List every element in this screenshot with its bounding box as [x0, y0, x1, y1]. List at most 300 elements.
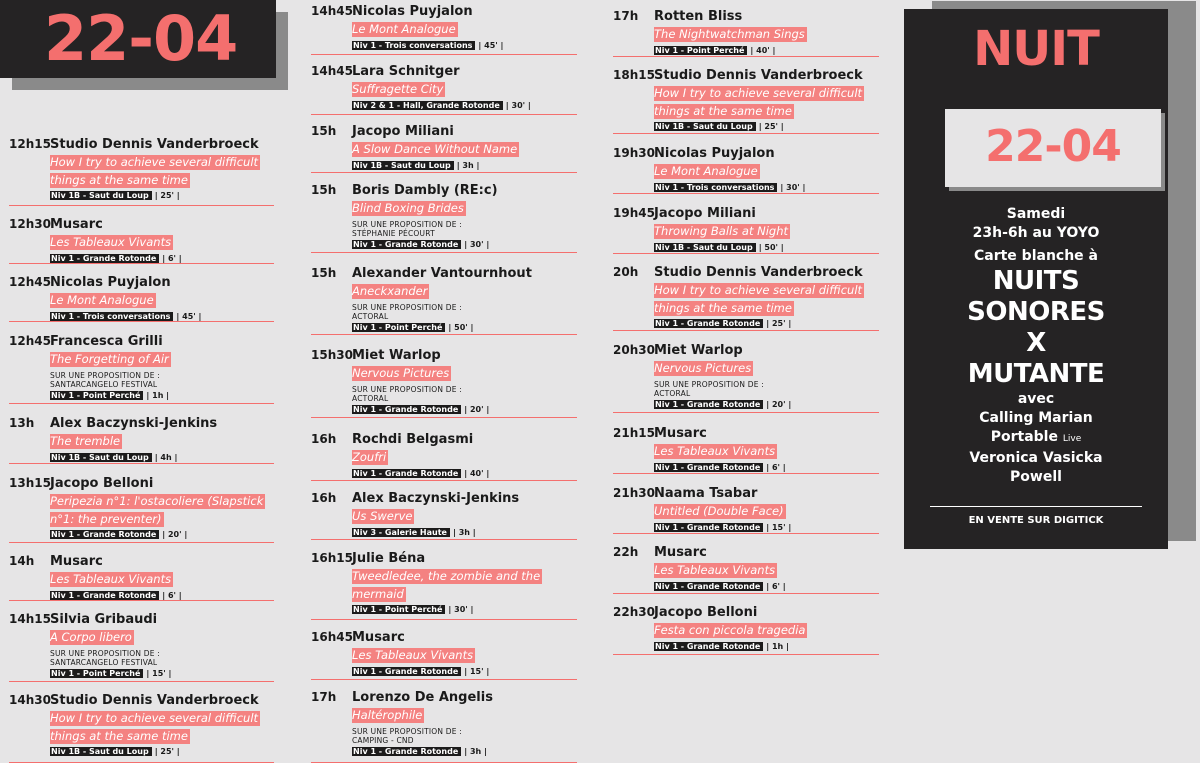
event-place: Niv 1 - Grande Rotonde	[352, 747, 461, 756]
event-body	[50, 553, 274, 601]
night-day: Samedi	[1006, 206, 1066, 222]
event-artist: Naama Tsabar	[654, 486, 758, 501]
event-artist: Studio Dennis Vanderbroeck	[654, 68, 863, 83]
event-place: Niv 1 - Trois conversations	[50, 312, 173, 321]
event-proposition-line: ACTORAL	[352, 393, 389, 403]
event-place: Niv 1B - Saut du Loup	[50, 453, 152, 462]
event-time: 14h15	[9, 612, 51, 626]
event-proposition-line: ACTORAL	[654, 388, 691, 398]
event-proposition-line: SANTARCANGELO FESTIVAL	[50, 379, 158, 389]
event-place: Niv 1B - Saut du Loup	[352, 161, 454, 170]
event-location	[654, 45, 879, 56]
event-title	[50, 433, 274, 451]
event-duration-value: 3h	[458, 527, 470, 537]
night-headline-3: X	[1026, 328, 1046, 358]
event-item	[311, 123, 577, 173]
event-title-text: Throwing Balls at Night	[654, 224, 789, 238]
event-artist: Jacopo Belloni	[50, 476, 154, 491]
event-place: Niv 1 - Grande Rotonde	[654, 400, 763, 409]
event-artist: Studio Dennis Vanderbroeck	[654, 265, 863, 280]
event-location	[654, 462, 879, 473]
event-duration: | 45' |	[176, 311, 202, 321]
event-title-text: How I try to achieve several difficult things at the same time	[50, 711, 259, 743]
event-item	[613, 425, 879, 474]
event-proposition-line: SANTARCANGELO FESTIVAL	[50, 657, 158, 667]
event-location	[50, 746, 274, 757]
event-duration-value: 1h	[152, 390, 164, 400]
event-title-text: Les Tableaux Vivants	[654, 563, 776, 577]
event-artist: Nicolas Puyjalon	[654, 146, 775, 161]
event-item	[9, 415, 274, 464]
event-proposition-line: SUR UNE PROPOSITION DE :	[352, 726, 463, 736]
event-body	[352, 629, 577, 677]
event-artist: Musarc	[654, 426, 707, 441]
event-item	[613, 264, 879, 331]
event-title	[654, 282, 879, 317]
event-time: 12h45	[9, 275, 51, 289]
event-location	[352, 160, 577, 171]
event-time: 14h45	[311, 4, 353, 18]
event-item	[311, 689, 577, 763]
night-artist-2	[904, 428, 1168, 449]
event-duration: | 15' |	[766, 522, 792, 532]
event-artist: Jacopo Belloni	[654, 605, 758, 620]
event-location	[352, 468, 577, 479]
event-location	[352, 527, 577, 538]
event-body	[352, 123, 577, 171]
event-body	[352, 550, 577, 615]
event-duration-value: 30'	[511, 100, 526, 110]
event-artist: Lorenzo De Angelis	[352, 690, 493, 705]
event-location	[50, 590, 274, 601]
event-time: 17h	[311, 690, 337, 704]
event-body	[50, 216, 274, 264]
event-title	[50, 629, 274, 647]
event-body	[352, 182, 577, 250]
event-artist: Musarc	[50, 217, 103, 232]
event-title	[352, 508, 577, 526]
event-place: Niv 3 - Galerie Haute	[352, 528, 450, 537]
event-duration-value: 6'	[167, 253, 176, 263]
event-duration: | 6' |	[766, 581, 786, 591]
event-title	[352, 449, 577, 467]
event-duration: | 25' |	[758, 122, 784, 131]
event-location	[654, 242, 879, 253]
event-duration: | 3h |	[452, 527, 476, 537]
event-title-text: Tweedledee, the zombie and the mermaid	[352, 569, 541, 601]
event-item	[9, 553, 274, 601]
night-info	[904, 205, 1168, 487]
event-location	[352, 322, 577, 333]
event-proposition	[50, 649, 274, 667]
event-duration-value: 3h	[462, 160, 474, 170]
event-title-text: How I try to achieve several difficult things at the same time	[654, 86, 863, 118]
event-duration-value: 25'	[764, 122, 778, 131]
event-location	[654, 522, 879, 533]
event-location	[654, 641, 879, 652]
event-duration-value: 15'	[771, 522, 786, 532]
event-item	[311, 182, 577, 253]
event-title-text: Zoufri	[352, 450, 387, 464]
event-title-text: Peripezia n°1: l'ostacoliere (Slapstick n°1: the preventer)	[50, 494, 264, 526]
event-title	[654, 26, 879, 44]
event-duration: | 3h |	[464, 746, 487, 756]
event-body	[50, 611, 274, 679]
event-proposition-line: SUR UNE PROPOSITION DE :	[352, 384, 463, 394]
event-item	[613, 67, 879, 134]
night-panel	[904, 9, 1168, 549]
event-proposition	[352, 385, 577, 403]
event-place: Niv 1 - Point Perché	[352, 323, 445, 332]
event-title	[654, 443, 879, 461]
event-proposition-line: SUR UNE PROPOSITION DE :	[352, 302, 463, 312]
event-body	[50, 415, 274, 463]
event-body	[50, 136, 274, 201]
event-body	[352, 689, 577, 757]
event-proposition	[352, 727, 577, 745]
event-duration-value: 20'	[167, 530, 182, 539]
event-time: 22h30	[613, 605, 655, 619]
event-body	[654, 205, 879, 253]
event-time: 12h45	[9, 334, 51, 348]
event-proposition	[654, 380, 879, 398]
event-artist: Alex Baczynski-Jenkins	[352, 491, 520, 506]
event-time: 20h	[613, 265, 639, 279]
night-artist-4: Powell	[1010, 469, 1062, 485]
event-artist: Jacopo Miliani	[352, 124, 454, 139]
event-body	[352, 347, 577, 415]
event-artist: Studio Dennis Vanderbroeck	[50, 137, 259, 152]
event-title	[50, 571, 274, 589]
event-time: 13h	[9, 416, 35, 430]
event-duration-value: 30'	[454, 605, 468, 614]
event-duration: | 20' |	[162, 530, 188, 539]
event-place: Niv 1 - Point Perché	[352, 605, 445, 614]
event-artist: Lara Schnitger	[352, 64, 460, 79]
event-item	[9, 216, 274, 264]
event-item	[613, 342, 879, 413]
event-duration: | 30' |	[464, 239, 490, 249]
event-title-text: The tremble	[50, 434, 121, 448]
event-location	[352, 100, 577, 111]
night-headline-4: MUTANTE	[967, 359, 1105, 389]
event-time: 18h15	[613, 68, 655, 82]
event-body	[50, 692, 274, 757]
event-proposition-line: SUR UNE PROPOSITION DE :	[50, 648, 161, 658]
event-time: 14h30	[9, 693, 51, 707]
event-duration-value: 20'	[771, 399, 786, 409]
event-duration-value: 1h	[771, 641, 784, 651]
event-item	[9, 136, 274, 206]
night-hours: 23h-6h au YOYO	[972, 225, 1100, 241]
event-title	[352, 568, 577, 603]
event-item	[311, 347, 577, 418]
event-body	[654, 425, 879, 473]
event-duration-value: 50'	[764, 242, 778, 252]
event-item	[311, 265, 577, 335]
event-duration-value: 6'	[771, 462, 780, 472]
event-title-text: Untitled (Double Face)	[654, 504, 784, 518]
event-duration: | 50' |	[758, 242, 784, 252]
event-title	[654, 562, 879, 580]
event-duration-value: 25'	[160, 191, 174, 200]
event-body	[50, 475, 274, 540]
event-title-text: The Nightwatchman Sings	[654, 27, 805, 41]
event-proposition-line: STÉPHANIE PÉCOURT	[352, 228, 435, 238]
event-artist: Julie Béna	[352, 551, 426, 566]
event-body	[654, 145, 879, 193]
event-artist: Silvia Gribaudi	[50, 612, 158, 627]
event-artist: Musarc	[50, 554, 103, 569]
event-duration-value: 30'	[786, 182, 800, 192]
event-duration: | 20' |	[464, 404, 490, 414]
event-proposition	[352, 220, 577, 238]
event-location	[50, 529, 274, 540]
event-title	[352, 365, 577, 383]
event-item	[613, 145, 879, 194]
event-item	[613, 8, 879, 57]
event-title	[654, 85, 879, 120]
event-item	[311, 63, 577, 115]
event-title	[352, 200, 577, 218]
event-title	[50, 154, 274, 189]
event-place: Niv 1 - Grande Rotonde	[352, 469, 461, 478]
event-title	[352, 21, 577, 39]
event-duration: | 1h |	[766, 641, 789, 651]
event-artist: Nicolas Puyjalon	[352, 4, 473, 19]
event-body	[50, 333, 274, 401]
night-artist-2-live: Live	[1062, 434, 1082, 444]
event-duration: | 6' |	[162, 253, 182, 263]
event-time: 16h45	[311, 630, 353, 644]
event-time: 16h	[311, 432, 337, 446]
event-item	[613, 485, 879, 534]
event-time: 12h15	[9, 137, 51, 151]
event-title-text: Nervous Pictures	[352, 366, 450, 380]
event-time: 16h	[311, 491, 337, 505]
event-duration: | 6' |	[766, 462, 786, 472]
event-duration: | 15' |	[146, 668, 172, 678]
event-artist: Francesca Grilli	[50, 334, 163, 349]
event-place: Niv 1 - Grande Rotonde	[654, 582, 763, 591]
event-artist: Jacopo Miliani	[654, 206, 756, 221]
event-artist: Nicolas Puyjalon	[50, 275, 171, 290]
event-time: 16h15	[311, 551, 353, 565]
event-title	[654, 503, 879, 521]
event-artist: Musarc	[654, 545, 707, 560]
event-time: 21h15	[613, 426, 655, 440]
event-title	[654, 622, 879, 640]
event-duration: | 20' |	[766, 399, 792, 409]
event-location	[50, 190, 274, 201]
night-artist-1: Calling Marian	[979, 410, 1093, 426]
night-headline-2: SONORES	[967, 297, 1105, 327]
event-title	[352, 283, 577, 301]
event-place: Niv 1 - Grande Rotonde	[352, 667, 461, 676]
event-title	[654, 163, 879, 181]
event-time: 12h30	[9, 217, 51, 231]
event-artist: Rotten Bliss	[654, 9, 743, 24]
night-artist-3: Veronica Vasicka	[969, 450, 1103, 466]
event-title-text: Haltérophile	[352, 708, 423, 722]
event-location	[352, 404, 577, 415]
event-artist: Alex Baczynski-Jenkins	[50, 416, 218, 431]
event-title	[50, 493, 274, 528]
event-title-text: How I try to achieve several difficult things at the same time	[50, 155, 259, 187]
event-location	[50, 668, 274, 679]
event-duration-value: 40'	[469, 468, 484, 478]
event-title	[50, 351, 274, 369]
event-duration: | 25' |	[154, 191, 180, 200]
event-title-text: Le Mont Analogue	[50, 293, 154, 307]
event-location	[50, 253, 274, 264]
event-location	[50, 452, 274, 463]
event-place: Niv 1 - Grande Rotonde	[654, 523, 763, 532]
event-body	[654, 485, 879, 533]
event-artist: Miet Warlop	[654, 343, 743, 358]
event-time: 19h45	[613, 206, 655, 220]
event-duration-value: 15'	[152, 668, 166, 678]
event-artist: Miet Warlop	[352, 348, 441, 363]
night-carte-blanche: Carte blanche à	[973, 248, 1098, 264]
event-title-text: Les Tableaux Vivants	[50, 235, 172, 249]
event-body	[352, 431, 577, 479]
night-artist-2-name: Portable	[990, 429, 1058, 445]
date-header-text: 22-04	[44, 2, 238, 75]
event-title	[654, 223, 879, 241]
night-avec: avec	[1017, 391, 1055, 407]
event-title	[352, 647, 577, 665]
event-body	[50, 274, 274, 322]
event-time: 19h30	[613, 146, 655, 160]
event-body	[352, 3, 577, 51]
event-title-text: Nervous Pictures	[654, 361, 752, 375]
event-duration-value: 45'	[484, 40, 498, 50]
event-duration: | 4h |	[154, 452, 178, 462]
event-proposition-line: SUR UNE PROPOSITION DE :	[654, 379, 765, 389]
event-duration-value: 50'	[454, 322, 468, 332]
event-place: Niv 1B - Saut du Loup	[654, 122, 756, 131]
event-location	[654, 581, 879, 592]
event-title-text: A Slow Dance Without Name	[352, 142, 518, 156]
event-duration-value: 4h	[160, 452, 172, 462]
event-time: 22h	[613, 545, 639, 559]
event-body	[352, 265, 577, 333]
event-time: 14h45	[311, 64, 353, 78]
event-title	[50, 710, 274, 745]
event-title-text: A Corpo libero	[50, 630, 132, 644]
event-item	[311, 490, 577, 540]
event-place: Niv 1 - Grande Rotonde	[50, 530, 159, 539]
event-duration: | 30' |	[505, 100, 531, 110]
event-body	[654, 264, 879, 329]
event-duration-value: 6'	[771, 581, 780, 591]
event-duration-value: 25'	[160, 747, 174, 756]
event-duration: | 40' |	[464, 468, 490, 478]
event-time: 13h15	[9, 476, 51, 490]
event-place: Niv 1B - Saut du Loup	[50, 191, 152, 200]
event-item	[311, 431, 577, 481]
night-title: NUIT	[973, 21, 1099, 77]
event-body	[352, 490, 577, 538]
event-location	[654, 318, 879, 329]
event-duration: | 25' |	[154, 747, 180, 756]
event-location	[654, 399, 879, 410]
event-item	[9, 333, 274, 404]
event-location	[352, 666, 577, 677]
event-location	[352, 746, 577, 757]
event-proposition-line: CAMPING - CND	[352, 735, 414, 745]
event-proposition-line: ACTORAL	[352, 311, 389, 321]
event-artist: Studio Dennis Vanderbroeck	[50, 693, 259, 708]
event-place: Niv 1 - Point Perché	[50, 669, 143, 678]
event-title	[654, 360, 879, 378]
event-title-text: Aneckxander	[352, 284, 428, 298]
event-duration-value: 45'	[182, 311, 196, 321]
event-item	[9, 475, 274, 543]
event-duration: | 3h |	[456, 160, 480, 170]
event-proposition-line: SUR UNE PROPOSITION DE :	[352, 219, 463, 229]
event-item	[613, 205, 879, 254]
event-place: Niv 1 - Point Perché	[50, 391, 143, 400]
event-duration: | 25' |	[766, 319, 792, 328]
event-place: Niv 1 - Point Perché	[654, 46, 747, 55]
event-time: 21h30	[613, 486, 655, 500]
event-item	[613, 604, 879, 655]
event-item	[613, 544, 879, 594]
event-location	[50, 311, 274, 322]
event-artist: Boris Dambly (RE:c)	[352, 183, 498, 198]
event-time: 15h30	[311, 348, 353, 362]
night-ticket-info: EN VENTE SUR DIGITICK	[968, 515, 1104, 526]
event-body	[654, 8, 879, 56]
event-artist: Alexander Vantournhout	[352, 266, 532, 281]
event-title-text: Le Mont Analogue	[654, 164, 758, 178]
event-item	[311, 550, 577, 620]
event-body	[352, 63, 577, 111]
event-duration: | 6' |	[162, 590, 182, 600]
event-title	[352, 141, 577, 159]
event-place: Niv 1 - Grande Rotonde	[654, 463, 763, 472]
event-place: Niv 1 - Grande Rotonde	[352, 240, 461, 249]
night-divider	[930, 506, 1142, 507]
event-item	[9, 611, 274, 682]
event-location	[654, 182, 879, 193]
event-proposition-line: SUR UNE PROPOSITION DE :	[50, 370, 161, 380]
event-artist: Musarc	[352, 630, 405, 645]
event-body	[654, 544, 879, 592]
event-location	[654, 121, 879, 132]
event-duration: | 40' |	[750, 45, 776, 55]
event-place: Niv 1B - Saut du Loup	[654, 243, 756, 252]
event-place: Niv 1 - Grande Rotonde	[352, 405, 461, 414]
event-duration: | 30' |	[448, 605, 474, 614]
event-title	[352, 707, 577, 725]
event-artist: Rochdi Belgasmi	[352, 432, 474, 447]
event-place: Niv 2 & 1 - Hall, Grande Rotonde	[352, 101, 503, 110]
event-title-text: Les Tableaux Vivants	[352, 648, 474, 662]
event-duration: | 50' |	[448, 322, 474, 332]
event-title-text: How I try to achieve several difficult things at the same time	[654, 283, 863, 315]
event-proposition	[50, 371, 274, 389]
event-place: Niv 1 - Trois conversations	[352, 41, 475, 50]
event-duration-value: 6'	[167, 590, 176, 600]
event-item	[311, 629, 577, 680]
event-body	[654, 67, 879, 132]
event-title-text: The Forgetting of Air	[50, 352, 169, 366]
event-time: 17h	[613, 9, 639, 23]
event-title-text: Us Swerve	[352, 509, 413, 523]
